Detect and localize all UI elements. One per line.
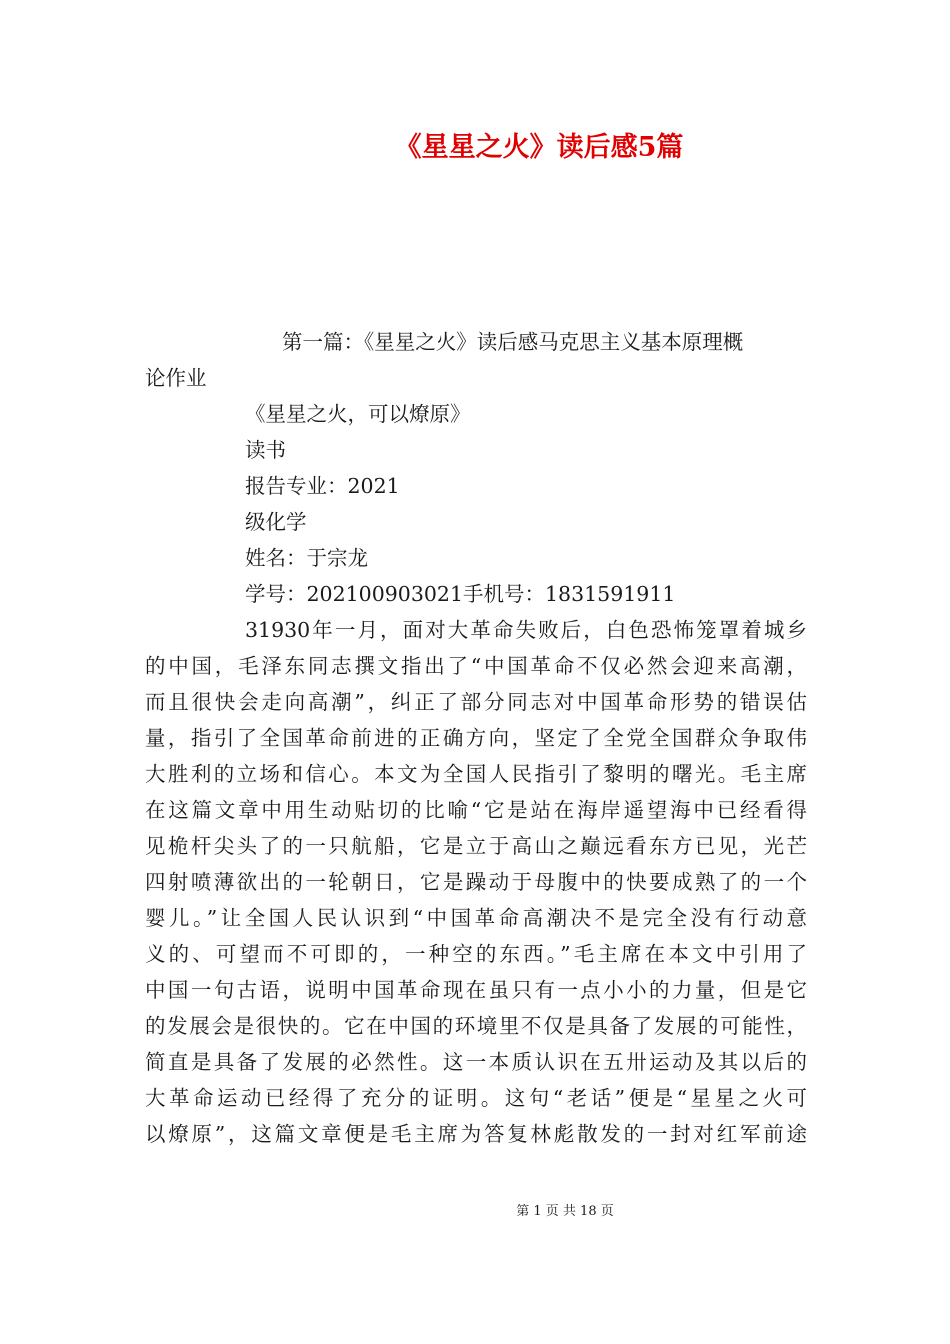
paragraph-line: 见桅杆尖头了的一只航船，它是立于高山之巅远看东方已见，光芒 <box>145 834 807 858</box>
paragraph-line: 中国一句古语，说明中国革命现在虽只有一点小小的力量，但是它 <box>145 978 807 1002</box>
paragraph-first-line: 31930年一月，面对大革命失败后，白色恐怖笼罩着城乡 <box>245 618 807 642</box>
meta-class: 级化学 <box>245 510 307 534</box>
paragraph-line: 在这篇文章中用生动贴切的比喻“它是站在海岸遥望海中已经看得 <box>145 798 807 822</box>
paragraph-line: 量，指引了全国革命前进的正确方向，坚定了全党全国群众争取伟 <box>145 726 807 750</box>
paragraph-line: 的中国，毛泽东同志撰文指出了“中国革命不仅必然会迎来高潮， <box>145 654 807 678</box>
paragraph-line: 以燎原”，这篇文章便是毛主席为答复林彪散发的一封对红军前途 <box>145 1122 807 1146</box>
meta-book-title: 《星星之火，可以燎原》 <box>245 402 471 426</box>
paragraph-line: 的发展会是很快的。它在中国的环境里不仅是具备了发展的可能性， <box>145 1014 807 1038</box>
paragraph-line: 大革命运动已经得了充分的证明。这句“老话”便是“星星之火可 <box>145 1086 807 1110</box>
paragraph-line: 简直是具备了发展的必然性。这一本质认识在五卅运动及其以后的 <box>145 1050 807 1074</box>
document-body <box>145 324 807 1152</box>
document-title: 《星星之火》读后感5篇 <box>394 132 684 163</box>
meta-major: 报告专业：2021 <box>245 474 400 498</box>
meta-name: 姓名：于宗龙 <box>245 546 368 570</box>
section-heading: 第一篇：《星星之火》读后感马克思主义基本原理概 <box>282 330 744 354</box>
paragraph-line: 大胜利的立场和信心。本文为全国人民指引了黎明的曙光。毛主席 <box>145 762 807 786</box>
meta-student-id: 学号：202100903021手机号：1831591911 <box>245 582 676 606</box>
paragraph-line: 婴儿。”让全国人民认识到“中国革命高潮决不是完全没有行动意 <box>145 906 807 930</box>
page-number-footer: 第 1 页 共 18 页 <box>516 1204 614 1219</box>
paragraph-line: 义的、可望而不可即的，一种空的东西。”毛主席在本文中引用了 <box>145 942 807 966</box>
meta-report-type: 读书 <box>245 438 286 462</box>
section-heading-continued: 论作业 <box>145 366 207 390</box>
paragraph-line: 而且很快会走向高潮”，纠正了部分同志对中国革命形势的错误估 <box>145 690 807 714</box>
paragraph-line: 四射喷薄欲出的一轮朝日，它是躁动于母腹中的快要成熟了的一个 <box>145 870 807 894</box>
